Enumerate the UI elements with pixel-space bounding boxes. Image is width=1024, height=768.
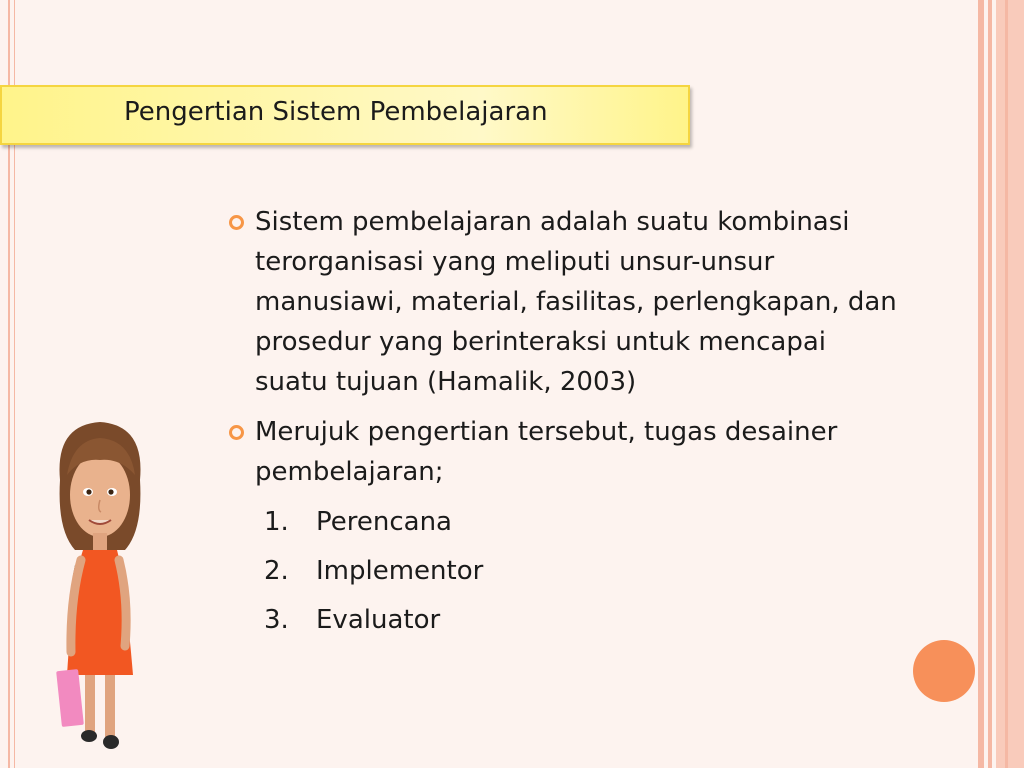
circle-bullet-icon	[229, 215, 244, 230]
bullet-item	[226, 412, 906, 492]
bullet-text: Sistem pembelajaran adalah suatu kombinasi terorganisasi yang meliputi unsur-unsur manusiawi, material, fasilitas, perlengkapan, dan prosedur yang berinteraksi untuk mencapai suatu tujuan (Hamalik, 2003)	[255, 207, 897, 397]
right-stripe-2	[988, 0, 992, 768]
right-stripe-4	[1005, 0, 1008, 768]
numbered-list	[226, 502, 906, 649]
bullet-item	[226, 202, 906, 402]
girl-with-backpack-illustration	[45, 420, 155, 760]
decorative-circle	[913, 640, 975, 702]
content-area	[226, 202, 906, 649]
list-item	[226, 502, 906, 551]
slide-title: Pengertian Sistem Pembelajaran	[124, 97, 548, 127]
list-text: Implementor	[316, 556, 484, 586]
list-item	[226, 551, 906, 600]
list-number: 3.	[264, 605, 289, 635]
right-stripe-1	[978, 0, 984, 768]
circle-bullet-icon	[229, 425, 244, 440]
list-number: 1.	[264, 507, 289, 537]
right-stripe-3	[996, 0, 1024, 768]
list-text: Perencana	[316, 507, 452, 537]
bullet-text: Merujuk pengertian tersebut, tugas desainer pembelajaran;	[255, 417, 838, 487]
list-item	[226, 600, 906, 649]
list-number: 2.	[264, 556, 289, 586]
list-text: Evaluator	[316, 605, 441, 635]
title-banner	[0, 85, 690, 145]
